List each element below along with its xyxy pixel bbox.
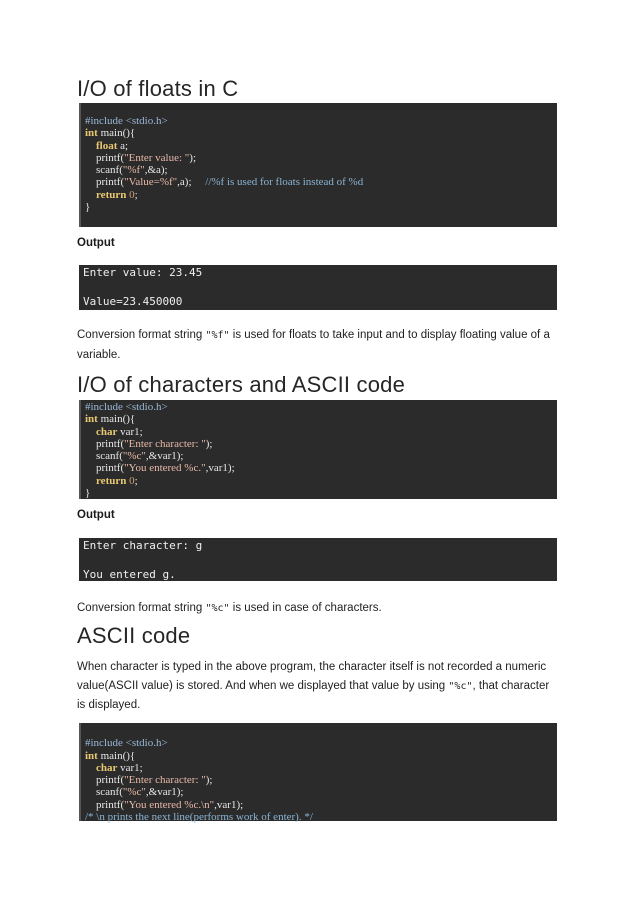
paragraph-ascii [77, 658, 552, 715]
code-token: /* \n prints the next line(performs work of enter). */ [85, 811, 313, 824]
output-block-characters [79, 538, 557, 581]
desc-text: is used in case of characters. [229, 602, 382, 614]
code-token: "Enter character: " [124, 437, 206, 450]
description-floats [77, 326, 552, 364]
code-token: main(){ [97, 749, 136, 762]
output-label-characters: Output [77, 509, 115, 521]
code-token: #include <stdio.h> [85, 401, 168, 413]
output-line [83, 281, 553, 296]
code-line [85, 401, 553, 413]
code-line [85, 152, 553, 164]
code-line [85, 750, 553, 762]
output-block-floats [79, 265, 557, 310]
code-token: scanf( [85, 450, 123, 463]
code-line [85, 487, 553, 499]
code-token: ); [205, 774, 213, 787]
code-token: main(){ [97, 413, 136, 426]
code-line [85, 475, 553, 487]
desc-code: "%f" [205, 330, 230, 341]
code-token: ,a); [177, 176, 206, 189]
output-line: Value=23.450000 [83, 295, 183, 308]
code-token: printf( [85, 176, 125, 189]
code-token: 0 [129, 188, 135, 201]
code-token [85, 140, 96, 152]
code-token: ,var1); [214, 798, 244, 811]
code-token: "You entered %c." [124, 462, 206, 475]
code-token: return [96, 188, 127, 201]
code-token: #include <stdio.h> [85, 737, 168, 750]
code-token [85, 475, 96, 487]
code-line [85, 762, 553, 774]
code-token: scanf( [85, 164, 123, 177]
code-token: "%c" [122, 450, 146, 463]
output-line: Enter character: g [83, 539, 203, 552]
code-block-ascii [79, 723, 557, 824]
code-token: return [96, 474, 127, 487]
code-token: printf( [85, 774, 125, 787]
desc-text: Conversion format string [77, 602, 206, 614]
code-line [85, 786, 553, 798]
code-token [85, 426, 96, 438]
code-token: main(){ [97, 127, 136, 140]
code-line [85, 737, 553, 749]
code-token: int [85, 127, 98, 140]
code-token: float [96, 139, 118, 152]
desc-text: is used for floats to take input and to display floating value of a variable. [77, 329, 550, 361]
code-token: ,&var1); [145, 786, 184, 799]
code-token: int [85, 413, 98, 426]
code-line [85, 176, 553, 188]
code-token: var1; [117, 761, 143, 774]
code-line [85, 774, 553, 786]
code-token: char [96, 761, 118, 774]
code-token: } [85, 487, 91, 500]
code-token: 0 [129, 474, 135, 487]
code-token: #include <stdio.h> [85, 115, 168, 127]
code-line [85, 413, 553, 425]
code-token: ,var1); [205, 462, 235, 475]
code-token [85, 762, 96, 774]
code-token: "You entered %c.\n" [124, 798, 215, 811]
code-line [85, 438, 553, 450]
code-token: "Enter character: " [124, 774, 206, 787]
description-characters [77, 599, 552, 619]
code-line [85, 140, 553, 152]
code-block-floats [79, 103, 557, 227]
code-token: "Enter value: " [124, 151, 190, 164]
code-token: "%c" [122, 786, 146, 799]
para-text: When character is typed in the above program, the character itself is not recorded a numeric value(ASCII value) is stored. And when we displayed that value by using [77, 661, 547, 692]
output-label-floats: Output [77, 237, 115, 249]
code-token: var1; [117, 425, 143, 438]
code-token: ); [189, 151, 197, 164]
code-line [85, 164, 553, 176]
code-token [85, 189, 96, 201]
code-line [85, 811, 553, 823]
code-token: "%f" [122, 164, 145, 177]
code-token: ); [205, 437, 213, 450]
code-token: scanf( [85, 786, 123, 799]
code-block-characters [79, 400, 557, 499]
para-text: , that character is displayed. [77, 679, 550, 711]
code-token: a; [117, 139, 129, 152]
code-token: } [85, 201, 91, 214]
code-line [85, 450, 553, 462]
code-token: int [85, 749, 98, 762]
code-line [85, 426, 553, 438]
output-line: Enter value: 23.45 [83, 266, 203, 279]
code-line [85, 127, 553, 139]
output-line: You entered g. [83, 568, 176, 581]
code-line [85, 799, 553, 811]
desc-text: Conversion format string [77, 329, 206, 341]
code-line [85, 115, 553, 127]
code-line [85, 462, 553, 474]
code-token: ; [134, 474, 138, 487]
output-line [83, 554, 553, 569]
code-token: char [96, 425, 118, 438]
para-code: "%c" [448, 680, 473, 692]
code-token: printf( [85, 437, 125, 450]
code-token: ,&var1); [145, 450, 184, 463]
code-token: "Value=%f" [124, 176, 178, 189]
code-line [85, 201, 553, 213]
section-title-floats: I/O of floats in C [77, 76, 239, 101]
code-token: printf( [85, 462, 125, 475]
code-line [85, 725, 553, 737]
code-token: printf( [85, 798, 125, 811]
section-title-characters: I/O of characters and ASCII code [77, 372, 406, 397]
code-token: ; [134, 188, 138, 201]
code-token: ,&a); [144, 164, 168, 177]
code-token: //%f is used for floats instead of %d [205, 176, 364, 189]
desc-code: "%c" [205, 603, 230, 614]
code-line [85, 189, 553, 201]
section-title-ascii: ASCII code [77, 623, 191, 648]
code-token: printf( [85, 151, 125, 164]
